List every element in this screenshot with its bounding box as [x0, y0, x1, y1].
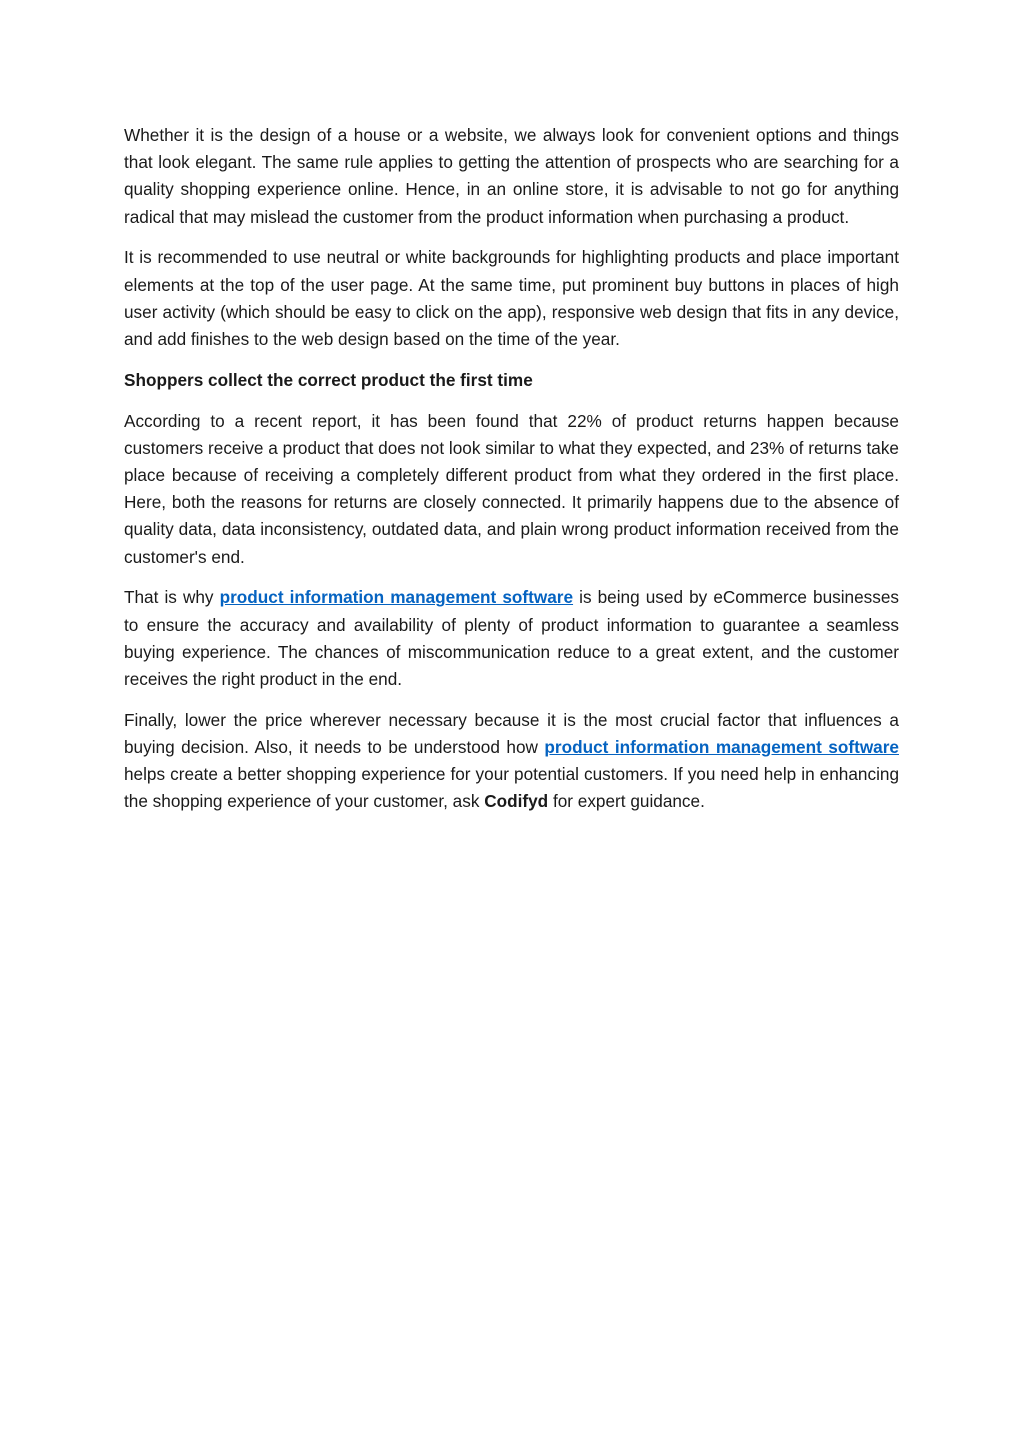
brand-name: Codifyd: [484, 791, 549, 812]
paragraph-conclusion-text-after: for expert guidance.: [548, 791, 705, 812]
paragraph-pim-usage: [124, 584, 899, 693]
paragraph-returns-report: According to a recent report, it has been found that 22% of product returns happen because customers receive a product that does not look similar to what they expected, and 23% of returns take place because of receiving a completely different product from what they ordered in the first place. Here, both the reasons for returns are closely connected. It primarily happens due to the absence of quality data, data inconsistency, outdated data, and plain wrong product information received from the customer's end.: [124, 410, 899, 567]
paragraph-pim-usage-text-before: That is why: [124, 587, 220, 608]
paragraph-conclusion-text-before: Finally, lower the price wherever necessary because it is the most crucial factor that influences a buying decision. Also, it needs to be understood how: [124, 709, 899, 758]
paragraph-pim-usage-text-after: is being used by eCommerce businesses to ensure the accuracy and availability of plenty of product information to guarantee a seamless buying experience. The chances of miscommunication reduce to a great extent, and the customer receives the right product in the end.: [124, 587, 899, 690]
paragraph-intro: Whether it is the design of a house or a website, we always look for convenient options and things that look elegant. The same rule applies to getting the attention of prospects who are searching for a quality shopping experience online. Hence, in an online store, it is advisable to not go for anything radical that may mislead the customer from the product information when purchasing a product.: [124, 125, 899, 227]
paragraph-backgrounds: It is recommended to use neutral or white backgrounds for highlighting products and place important elements at the top of the user page. At the same time, put prominent buy buttons in places of high user activity (which should be easy to click on the app), responsive web design that fits in any device, and add finishes to the web design based on the time of the year.: [124, 247, 899, 350]
pim-software-link[interactable]: product information management software: [219, 587, 574, 608]
document-body: [124, 122, 899, 829]
paragraph-conclusion: [124, 707, 899, 816]
paragraph-conclusion-text-middle: helps create a better shopping experience for your potential customers. If you need help in enhancing the shopping experience of your customer, ask: [124, 764, 899, 812]
pim-software-link-2[interactable]: product information management software: [544, 737, 899, 758]
section-heading: Shoppers collect the correct product the first time: [124, 369, 533, 390]
